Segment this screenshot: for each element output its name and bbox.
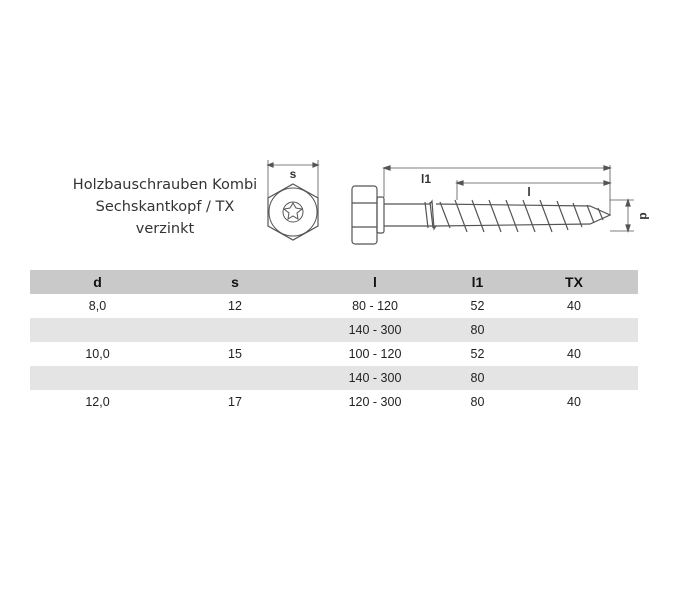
screw-technical-drawing [0,0,674,270]
table-row [30,294,638,318]
header-l1: l1 [445,270,510,294]
cell-d [30,366,165,390]
cell-d: 8,0 [88,299,107,313]
cell-l1: 80 [445,366,510,390]
cell-l: 140 - 300 [305,318,445,342]
cell-l1: 52 [470,299,485,313]
cell-tx [510,366,638,390]
cell-tx: 40 [567,395,581,409]
cell-d: 10,0 [85,347,110,361]
cell-l: 80 - 120 [352,299,398,313]
header-s: s [165,270,305,294]
title-line-3: verzinkt [135,221,195,237]
cell-s [165,366,305,390]
table-row [30,318,638,342]
label-l1: l1 [420,172,432,186]
table-row [30,366,638,390]
cell-tx [510,318,638,342]
table-row [30,342,638,366]
cell-tx: 40 [567,347,581,361]
header-l: l [305,270,445,294]
cell-l: 140 - 300 [305,366,445,390]
table-row [30,390,638,414]
cell-l1: 80 [445,318,510,342]
screw-side-view-icon [352,165,634,244]
cell-l: 120 - 300 [348,395,402,409]
header-d: d [30,270,165,294]
spec-table [30,270,638,414]
cell-d: 12,0 [85,395,110,409]
cell-s: 15 [228,347,242,361]
cell-tx: 40 [567,299,581,313]
cell-l1: 52 [470,347,485,361]
cell-s: 17 [228,395,242,409]
title-line-1: Holzbauschrauben Kombi [72,177,258,193]
cell-s: 12 [228,299,242,313]
label-s: s [289,167,297,181]
label-l: l [527,185,531,199]
cell-l: 100 - 120 [348,347,402,361]
cell-d [30,318,165,342]
cell-s [165,318,305,342]
cell-l1: 80 [470,395,485,409]
header-tx: TX [510,270,638,294]
table-header-row [30,270,638,294]
title-line-2: Sechskantkopf / TX [95,199,235,215]
label-d: d [637,212,651,220]
